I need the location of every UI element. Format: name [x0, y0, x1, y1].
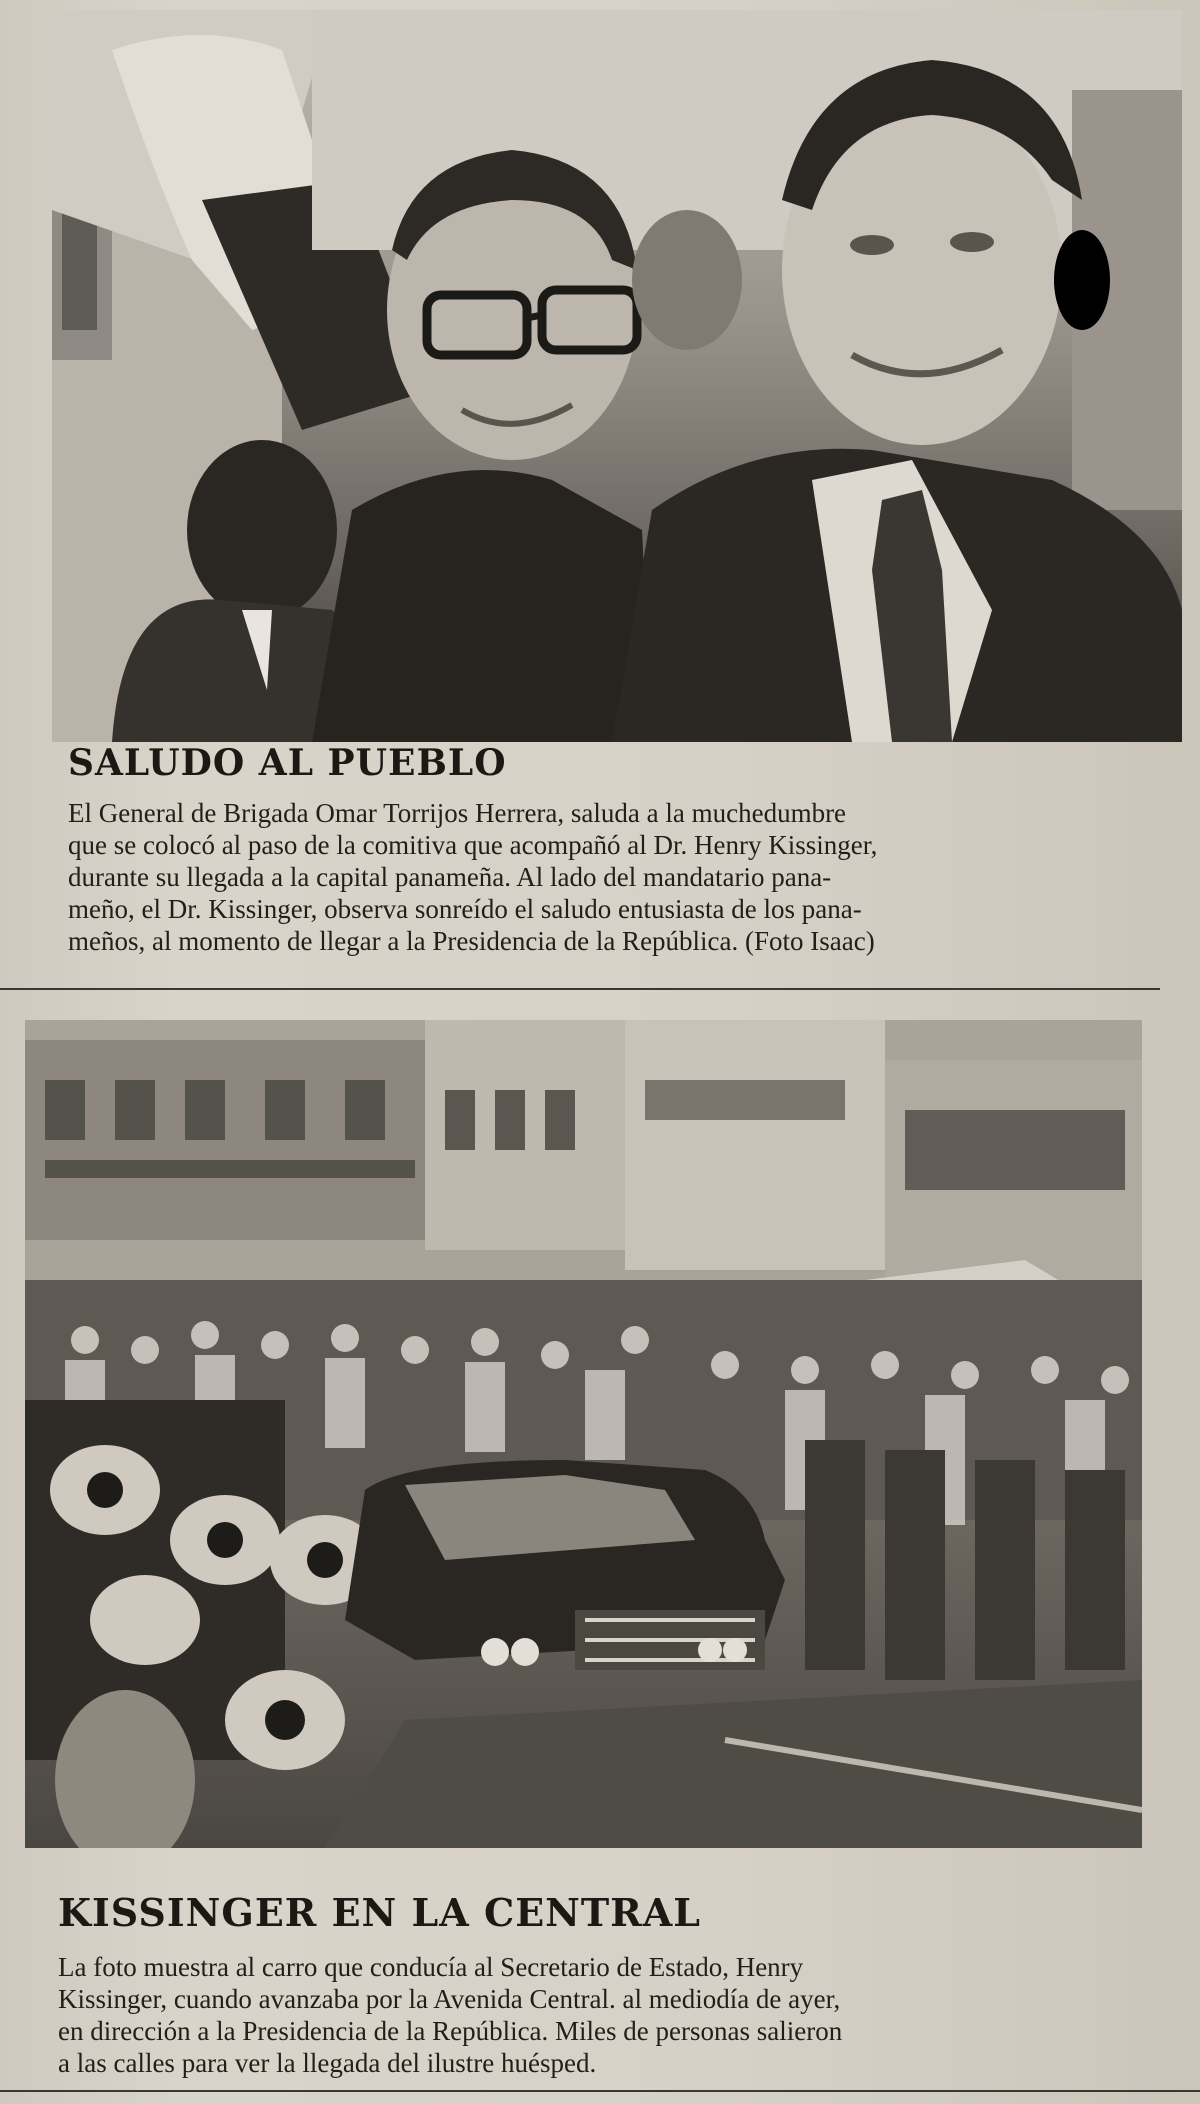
photo-saludo-illustration [52, 10, 1182, 742]
caption-line: que se colocó al paso de la comitiva que acompañó al Dr. Henry Kissinger, [68, 830, 878, 860]
caption-line: meños, al momento de llegar a la Presidencia de la República. (Foto Isaac) [68, 926, 875, 956]
caption-line: a las calles para ver la llegada del ilustre huésped. [58, 2048, 597, 2078]
photo-kissinger-en-la-central [25, 1020, 1142, 1848]
caption-line: en dirección a la Presidencia de la República. Miles de personas salieron [58, 2016, 843, 2046]
caption-line: Kissinger, cuando avanzaba por la Avenida Central. al mediodía de ayer, [58, 1984, 841, 2014]
caption-kissinger-en-la-central [58, 1951, 1144, 2079]
photo-central-illustration [25, 1020, 1142, 1848]
caption-line: durante su llegada a la capital panameña. Al lado del mandatario pana- [68, 862, 832, 892]
caption-line: meño, el Dr. Kissinger, observa sonreído el saludo entusiasta de los pana- [68, 894, 862, 924]
headline-saludo-al-pueblo: SALUDO AL PUEBLO [68, 742, 507, 784]
photo-saludo-al-pueblo [52, 10, 1182, 742]
caption-line: El General de Brigada Omar Torrijos Herrera, saluda a la muchedumbre [68, 798, 847, 828]
caption-saludo-al-pueblo [68, 797, 1156, 957]
bottom-rule [0, 2090, 1200, 2092]
column-divider-rule [0, 988, 1160, 990]
headline-kissinger-en-la-central: KISSINGER EN LA CENTRAL [58, 1890, 701, 1935]
caption-line: La foto muestra al carro que conducía al Secretario de Estado, Henry [58, 1952, 804, 1982]
